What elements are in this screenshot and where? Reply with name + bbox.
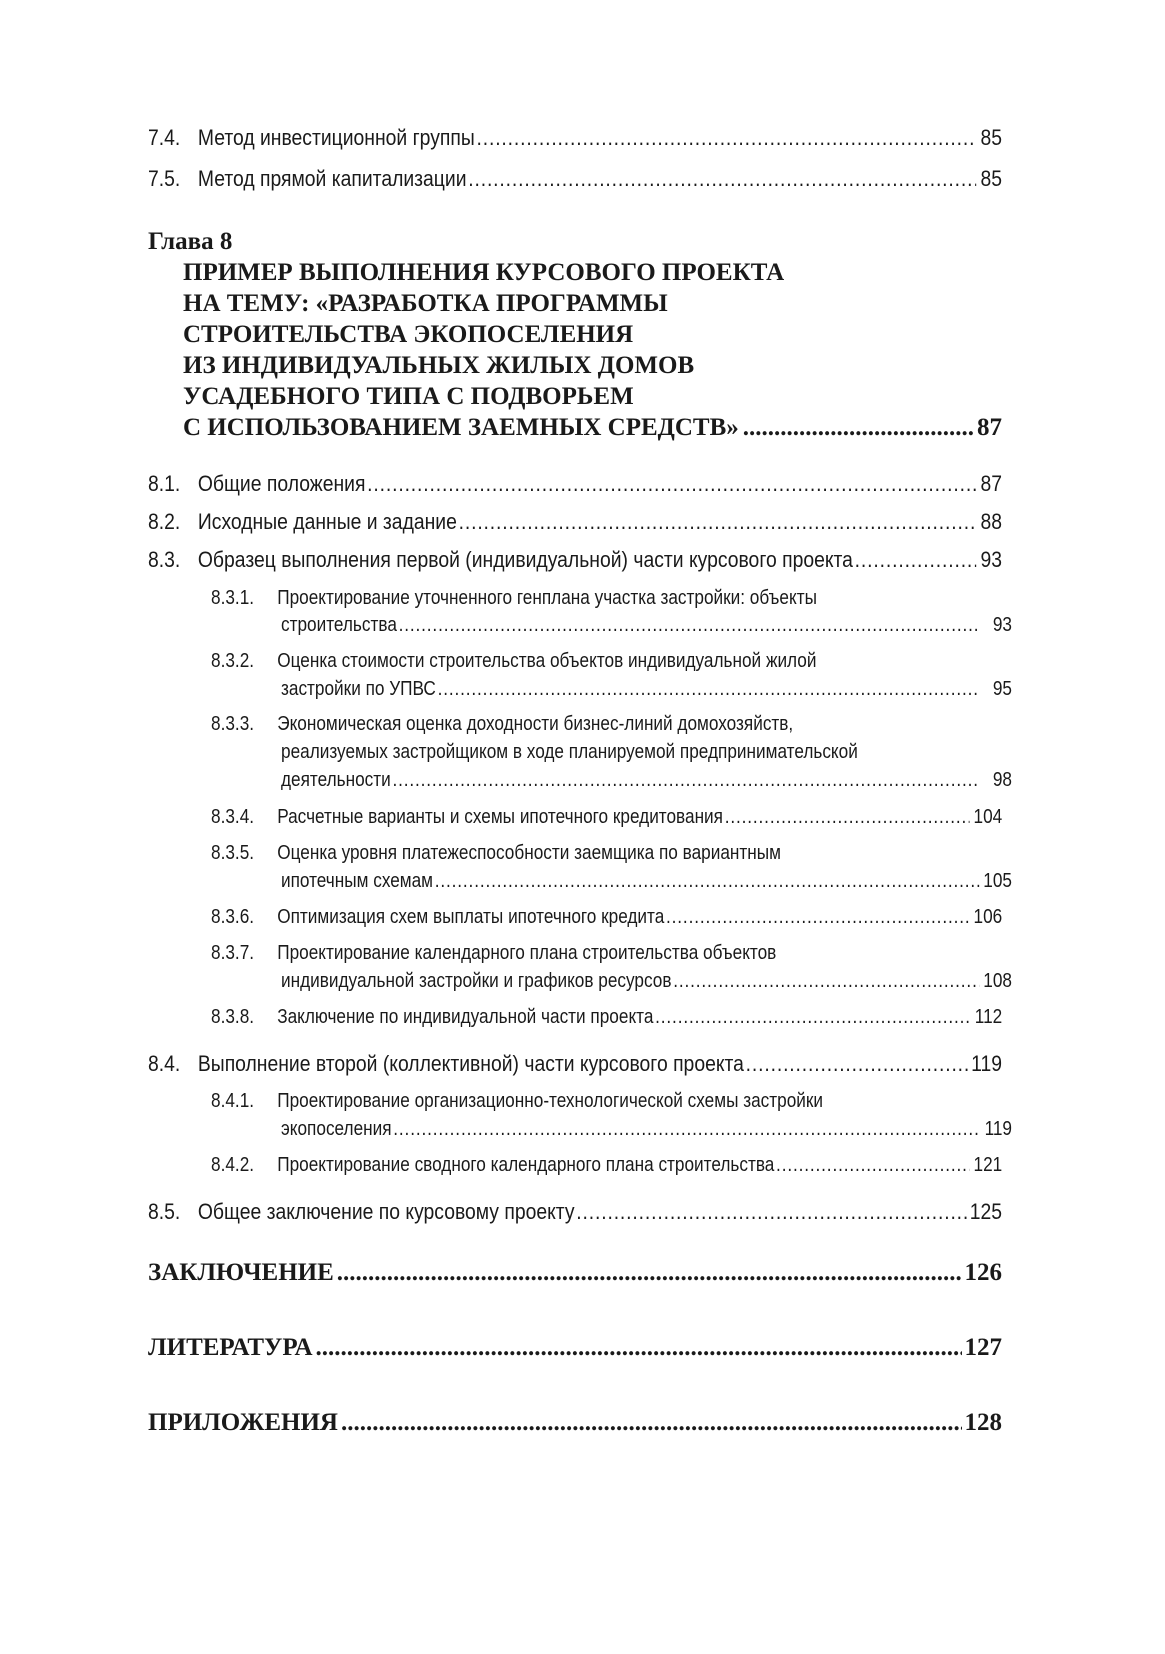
toc-entry-8-5[interactable] (148, 1199, 1002, 1225)
chapter-label: Глава 8 (148, 228, 233, 255)
entry-page: 106 (973, 906, 1003, 928)
dot-leader (476, 125, 976, 151)
toc-entry-8-1[interactable] (148, 471, 1002, 497)
toc-entry-8-3-2[interactable] (211, 650, 1002, 673)
dot-leader (341, 1409, 962, 1437)
entry-page: 119 (984, 1118, 1012, 1140)
entry-page: 87 (977, 414, 1002, 441)
entry-title: Экономическая оценка доходности бизнес-линий домохозяйств, (277, 713, 794, 735)
entry-number: 8.3.8. (211, 1006, 255, 1028)
dot-leader (855, 547, 977, 573)
entry-title: Исходные данные и задание (197, 509, 457, 534)
chapter-title-line: ИЗ ИНДИВИДУАЛЬНЫХ ЖИЛЫХ ДОМОВ (183, 352, 695, 379)
toc-entry-8-3-6[interactable] (211, 906, 1002, 929)
dot-leader (725, 806, 970, 829)
entry-title: ЛИТЕРАТУРА (148, 1334, 313, 1361)
dot-leader (316, 1334, 962, 1362)
dot-leader (435, 870, 980, 893)
entry-page: 108 (983, 970, 1012, 992)
entry-title: Метод инвестиционной группы (197, 125, 475, 150)
entry-title: Проектирование организационно-технологической схемы застройки (277, 1090, 824, 1112)
entry-title: Оптимизация схем выплаты ипотечного кредита (277, 906, 665, 928)
entry-number: 8.3.2. (211, 650, 255, 672)
dot-leader (776, 1154, 969, 1177)
entry-page: 93 (992, 614, 1012, 636)
toc-entry-conclusion[interactable] (148, 1259, 1002, 1287)
entry-title: Образец выполнения первой (индивидуальной) части курсового проекта (197, 547, 853, 572)
entry-page: 93 (980, 547, 1002, 572)
toc-entry-8-4-2[interactable] (211, 1154, 1002, 1177)
toc-entry-literature[interactable] (148, 1334, 1002, 1362)
entry-number: 8.3.4. (211, 806, 255, 828)
toc-entry-8-3-5[interactable] (211, 842, 1002, 865)
entry-page: 95 (992, 678, 1012, 700)
entry-page: 121 (973, 1154, 1003, 1176)
entry-title: строительства (281, 614, 397, 636)
entry-title: Расчетные варианты и схемы ипотечного кредитования (277, 806, 723, 828)
entry-number: 8.2. (148, 509, 181, 534)
dot-leader (438, 678, 980, 701)
toc-entry-8-3-7-cont[interactable] (281, 970, 1012, 993)
entry-number: 8.3.1. (211, 587, 255, 609)
toc-entry-8-3-5-cont[interactable] (281, 870, 1012, 893)
entry-number: 8.3.6. (211, 906, 255, 928)
toc-entry-8-3-2-cont[interactable] (281, 678, 1012, 701)
toc-entry-8-2[interactable] (148, 509, 1002, 535)
toc-entry-8-4-1[interactable] (211, 1090, 1002, 1113)
entry-number: 8.3.3. (211, 713, 255, 735)
chapter-title-line: С ИСПОЛЬЗОВАНИЕМ ЗАЕМНЫХ СРЕДСТВ» (183, 414, 739, 441)
entry-title: Оценка стоимости строительства объектов индивидуальной жилой (277, 650, 817, 672)
dot-leader (743, 414, 973, 442)
dot-leader (746, 1051, 970, 1077)
entry-title: застройки по УПВС (281, 678, 436, 700)
dot-leader (673, 970, 979, 993)
dot-leader (576, 1199, 968, 1225)
entry-title: ипотечным схемам (281, 870, 434, 892)
entry-title: экопоселения (281, 1118, 392, 1140)
dot-leader (337, 1259, 962, 1287)
entry-title: индивидуальной застройки и графиков ресурсов (281, 970, 672, 992)
toc-entry-8-3-7[interactable] (211, 942, 1002, 965)
dot-leader (392, 769, 979, 792)
dot-leader (367, 471, 976, 497)
entry-title: Проектирование сводного календарного плана строительства (277, 1154, 775, 1176)
entry-title: деятельности (281, 769, 391, 791)
entry-page: 128 (964, 1409, 1002, 1436)
entry-title-continuation: реализуемых застройщиком в ходе планируемой предпринимательской (281, 741, 858, 763)
entry-title: Оценка уровня платежеспособности заемщика по вариантным (277, 842, 781, 864)
toc-entry-8-4[interactable] (148, 1051, 1002, 1077)
toc-entry-8-3-3[interactable] (211, 713, 1002, 736)
chapter-title-line: НА ТЕМУ: «РАЗРАБОТКА ПРОГРАММЫ (183, 290, 668, 317)
chapter-title-line: УСАДЕБНОГО ТИПА С ПОДВОРЬЕМ (183, 383, 634, 410)
toc-entry-7-4[interactable] (148, 125, 1002, 151)
entry-title: Общее заключение по курсовому проекту (197, 1199, 575, 1224)
entry-title: Заключение по индивидуальной части проекта (277, 1006, 654, 1028)
entry-number: 7.4. (148, 125, 181, 150)
entry-page: 126 (964, 1259, 1002, 1286)
toc-entry-appendices[interactable] (148, 1409, 1002, 1437)
dot-leader (393, 1118, 979, 1141)
entry-number: 8.4.2. (211, 1154, 255, 1176)
entry-number: 8.1. (148, 471, 181, 496)
entry-page: 85 (980, 166, 1002, 191)
dot-leader (468, 166, 976, 192)
toc-entry-8-3-8[interactable] (211, 1006, 1002, 1029)
entry-page: 85 (980, 125, 1002, 150)
chapter-title-line: СТРОИТЕЛЬСТВА ЭКОПОСЕЛЕНИЯ (183, 321, 634, 348)
entry-page: 88 (980, 509, 1002, 534)
entry-title: ПРИЛОЖЕНИЯ (148, 1409, 338, 1436)
entry-page: 119 (971, 1051, 1002, 1076)
entry-page: 105 (983, 870, 1012, 892)
toc-entry-8-3-1[interactable] (211, 587, 1002, 610)
entry-page: 112 (974, 1006, 1003, 1028)
toc-entry-8-3-3-cont[interactable] (281, 769, 1012, 792)
entry-number: 8.4.1. (211, 1090, 255, 1112)
entry-title: Выполнение второй (коллективной) части курсового проекта (197, 1051, 744, 1076)
toc-entry-8-3[interactable] (148, 547, 1002, 573)
entry-number: 8.3. (148, 547, 181, 572)
toc-entry-8-4-1-cont[interactable] (281, 1118, 1012, 1141)
toc-entry-8-3-1-cont[interactable] (281, 614, 1012, 637)
entry-page: 104 (973, 806, 1003, 828)
entry-page: 125 (969, 1199, 1002, 1224)
dot-leader (459, 509, 977, 535)
entry-page: 98 (992, 769, 1012, 791)
entry-title: Проектирование уточненного генплана участка застройки: объекты (277, 587, 817, 609)
entry-title: Метод прямой капитализации (197, 166, 467, 191)
toc-entry-7-5[interactable] (148, 166, 1002, 192)
entry-number: 8.4. (148, 1051, 181, 1076)
entry-page: 127 (964, 1334, 1002, 1361)
entry-number: 8.5. (148, 1199, 181, 1224)
toc-entry-chapter-8[interactable] (183, 414, 1002, 442)
entry-number: 7.5. (148, 166, 181, 191)
chapter-title-line: ПРИМЕР ВЫПОЛНЕНИЯ КУРСОВОГО ПРОЕКТА (183, 259, 785, 286)
dot-leader (655, 1006, 969, 1029)
toc-entry-8-3-4[interactable] (211, 806, 1002, 829)
entry-page: 87 (980, 471, 1002, 496)
entry-number: 8.3.7. (211, 942, 255, 964)
dot-leader (666, 906, 969, 929)
entry-number: 8.3.5. (211, 842, 255, 864)
entry-title: ЗАКЛЮЧЕНИЕ (148, 1259, 334, 1286)
dot-leader (399, 614, 980, 637)
entry-title: Проектирование календарного плана строительства объектов (277, 942, 777, 964)
entry-title: Общие положения (197, 471, 366, 496)
